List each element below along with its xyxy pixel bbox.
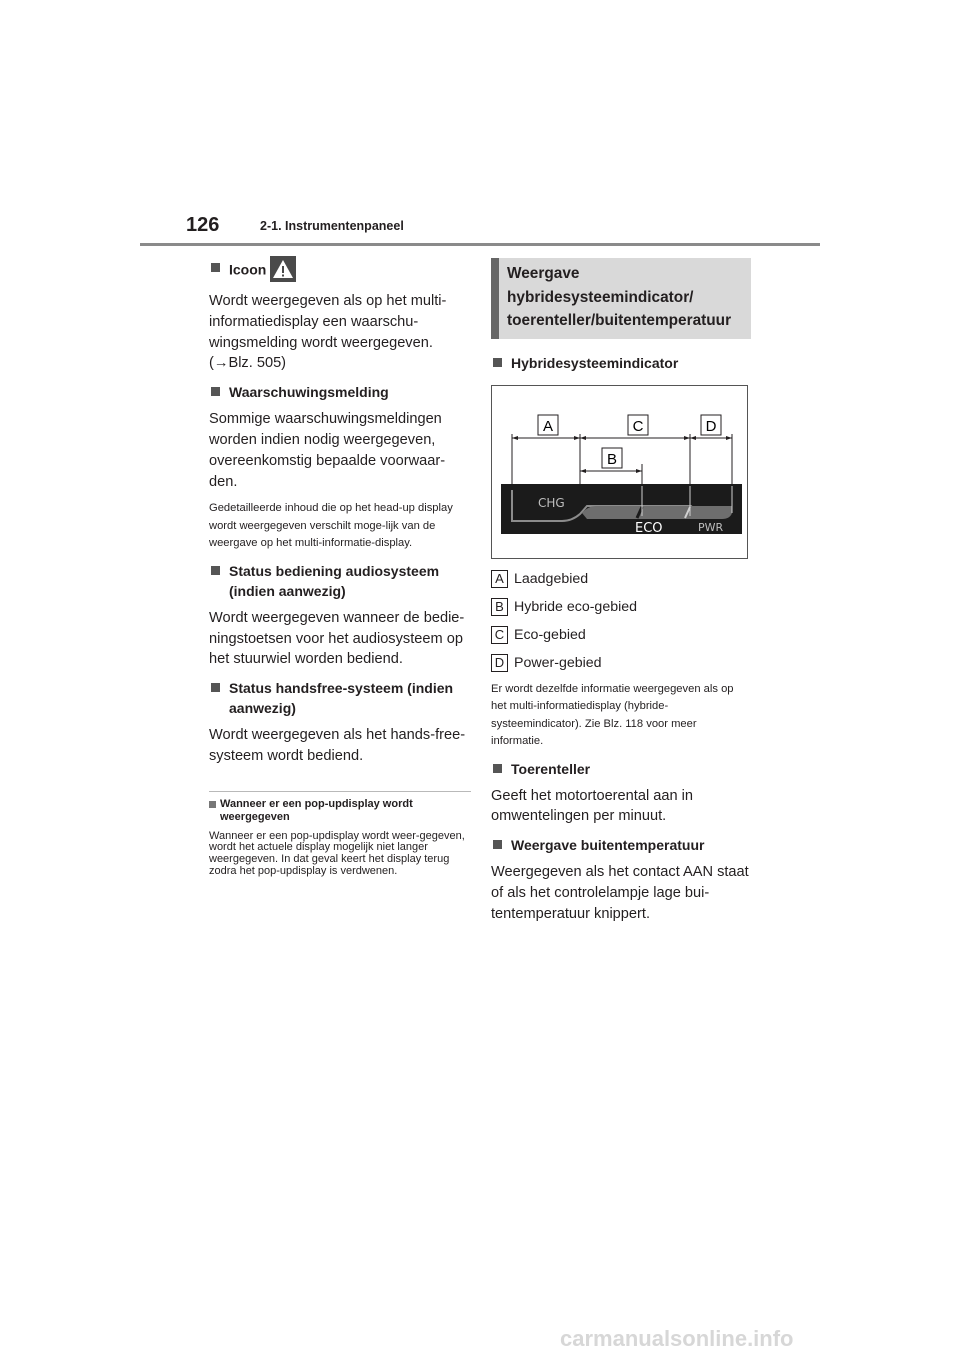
figure-eco-text: ECO [635,520,663,536]
figure-pwr-text: PWR [698,520,724,534]
header-rule [140,243,820,246]
figure-label-a: A [542,417,554,435]
icon-heading: Icoon [209,258,471,284]
hybrid-heading: Hybridesysteemindicator [491,353,751,373]
bullet-square-icon [493,840,502,849]
warning-heading: Waarschuwingsmelding [209,382,471,402]
rpm-heading: Toerenteller [491,759,751,779]
section-title: 2-1. Instrumentenpaneel [260,219,404,233]
legend-text: Hybride eco-gebied [514,598,638,615]
legend-text: Laadgebied [514,570,589,587]
note-text: Wanneer er een pop-updisplay wordt weer-gegeven, wordt het actuele display mogelijk niet langer weergegeven. In dat geval keert het display terug zodra het pop-updisplay is verdwenen. [209,829,465,877]
figure-label-d: D [705,417,717,435]
legend-tag: B [491,598,508,616]
note-divider [209,791,471,792]
bullet-square-icon [493,358,502,367]
figure-label-b: B [606,450,618,468]
warning-small-text: Gedetailleerde inhoud die op het head-up display wordt weergegeven verschilt moge-lijk van de weergave op het multi-informatie-display. [209,502,453,550]
temp-heading: Weergave buitentemperatuur [491,835,751,855]
handsfree-text: Wordt weergegeven als het hands-free-systeem wordt bediend. [209,727,466,765]
rpm-text: Geeft het motortoerental aan in omwentelingen per minuut. [491,787,694,825]
legend-item-d [491,653,751,673]
legend-tag: C [491,626,508,644]
bullet-square-icon [211,387,220,396]
bullet-square-icon [493,764,502,773]
legend-text: Power-gebied [514,654,602,671]
warning-text: Sommige waarschuwingsmeldingen worden indien nodig weergegeven, overeenkomstig bepaalde voorwaar-den. [209,411,446,490]
legend-item-b [491,597,751,617]
bullet-square-icon [211,263,220,272]
note-heading: Wanneer er een pop-updisplay wordt weergegeven [209,798,471,824]
right-column [491,258,751,932]
icon-text: Wordt weergegeven als op het multi-informatiedisplay een waarschu-wingsmelding wordt weergegeven. (→Blz. 505) [209,293,447,372]
section-box-title: Weergave hybridesysteemindicator/ toerenteller/buitentemperatuur [491,258,751,339]
bullet-square-icon [211,566,220,575]
handsfree-heading: Status handsfree-systeem (indien aanwezig) [209,678,471,718]
figure-chg-text: CHG [538,495,565,510]
audio-heading: Status bediening audiosysteem (indien aanwezig) [209,561,471,601]
page-number: 126 [186,214,220,236]
watermark: carmanualsonline.info [560,1326,794,1351]
audio-text: Wordt weergegeven wanneer de bedie-ningstoetsen voor het audiosysteem op het stuurwiel worden bediend. [209,609,465,668]
temp-text: Weergegeven als het contact AAN staat of als het controlelampje lage bui-tentemperatuur knippert. [491,864,749,922]
warning-triangle-icon [270,256,296,282]
legend-text: Eco-gebied [514,626,586,643]
left-column [209,258,471,877]
figure-label-c: C [632,417,644,435]
legend-tag: D [491,654,508,672]
legend-item-a [491,569,751,589]
bullet-square-icon [211,683,220,692]
legend-item-c [491,625,751,645]
hybrid-small-text: Er wordt dezelfde informatie weergegeven als op het multi-informatiedisplay (hybride-systeemindicator). Zie Blz. 118 voor meer informatie. [491,682,734,747]
bullet-square-icon [209,801,216,808]
hybrid-indicator-figure [491,385,748,559]
legend-tag: A [491,570,508,588]
